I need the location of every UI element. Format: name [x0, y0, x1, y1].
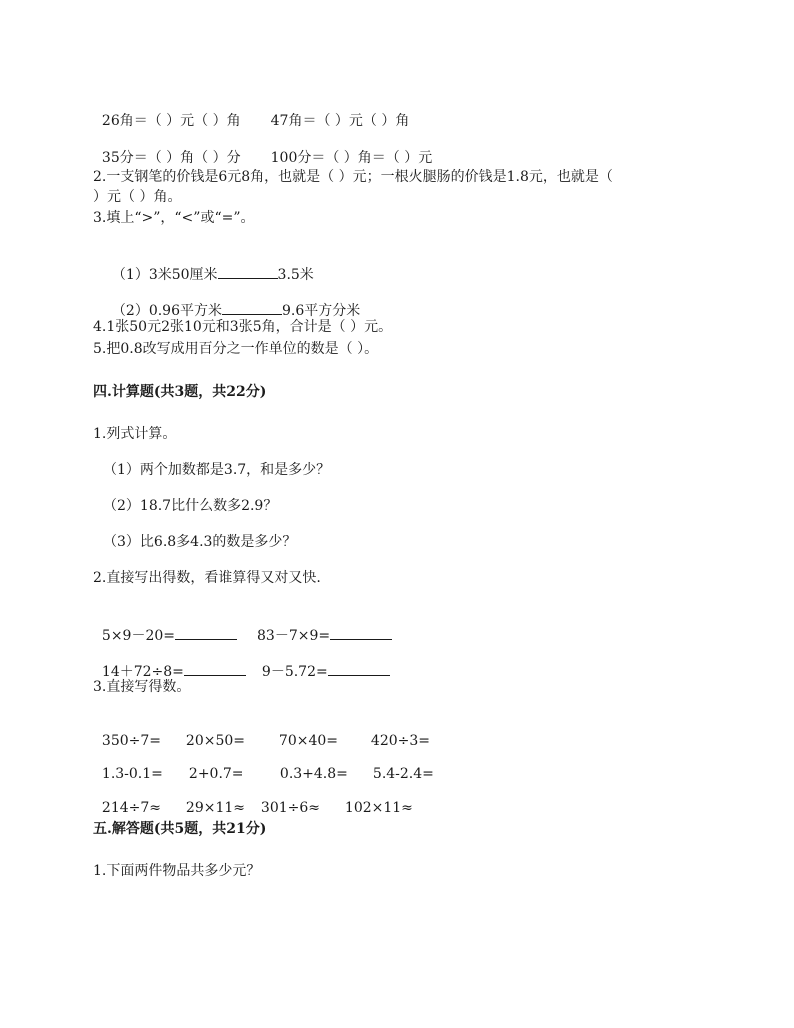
calc-item: 301÷6≈: [260, 800, 320, 816]
answer-blank[interactable]: [222, 300, 282, 315]
q1-row2-a: 35分＝（ ）角（ ）分: [101, 150, 241, 166]
answer-blank[interactable]: [184, 661, 246, 676]
q3-item2-post: 9.6平方分米: [282, 303, 361, 319]
s4-q2-row2-a: 14＋72÷8=: [101, 664, 184, 680]
s4-q3-row-1: [93, 714, 451, 750]
q2-line2: ）元（ ）角。: [93, 189, 182, 205]
s4-q3-row-2: [93, 747, 453, 783]
calc-item: 70×40=: [278, 733, 338, 749]
section4-heading: 四.计算题(共3题，共22分): [93, 384, 267, 400]
s5-q1-title: 1.下面两件物品共多少元？: [93, 863, 261, 879]
s4-q3-row-3: [93, 781, 425, 817]
q1-row1-a: 26角＝（ ）元（ ）角: [101, 113, 241, 129]
q3-item1-pre: （1）3米50厘米: [111, 267, 218, 283]
q3-item1: [103, 246, 314, 284]
calc-item: 29×11≈: [185, 800, 245, 816]
q1-row2: [93, 131, 432, 167]
calc-item: 5.4-2.4=: [372, 766, 434, 782]
calc-item: 102×11≈: [344, 800, 413, 816]
calc-item: 2+0.7=: [188, 766, 244, 782]
q3-item2: [103, 282, 360, 320]
calc-item: 214÷7≈: [101, 800, 161, 816]
answer-blank[interactable]: [218, 264, 278, 279]
s4-q1-title: 1.列式计算。: [93, 426, 177, 442]
s4-q3-title: 3.直接写得数。: [93, 679, 191, 695]
s4-q2-title: 2.直接写出得数，看谁算得又对又快.: [93, 570, 321, 586]
q3-item2-pre: （2）0.96平方米: [111, 303, 222, 319]
q2-line1: 2.一支钢笔的价钱是6元8角，也就是（ ）元；一根火腿肠的价钱是1.8元，也就是（: [93, 169, 613, 185]
section5-heading: 五.解答题(共5题，共21分): [93, 821, 267, 837]
q3-item1-post: 3.5米: [277, 267, 314, 283]
q5: 5.把0.8改写成用百分之一作单位的数是（ ）。: [93, 341, 379, 357]
calc-item: 20×50=: [185, 733, 245, 749]
answer-blank[interactable]: [330, 625, 392, 640]
s4-q1-item1: （1）两个加数都是3.7，和是多少？: [103, 462, 331, 478]
s4-q2-row2-b: 9－5.72=: [261, 664, 328, 680]
calc-item: 420÷3=: [370, 733, 430, 749]
s4-q2-row2: [93, 643, 390, 681]
answer-blank[interactable]: [175, 625, 237, 640]
q1-row2-b: 100分＝（ ）角＝（ ）元: [270, 150, 433, 166]
s4-q1-item2: （2）18.7比什么数多2.9？: [103, 498, 278, 514]
calc-item: 350÷7=: [101, 733, 161, 749]
q4: 4.1张50元2张10元和3张5角，合计是（ ）元。: [93, 319, 393, 335]
s4-q1-item3: （3）比6.8多4.3的数是多少？: [103, 534, 297, 550]
calc-item: 0.3+4.8=: [279, 766, 348, 782]
q1-row1: [93, 94, 409, 130]
answer-blank[interactable]: [328, 661, 390, 676]
q3-title: 3.填上“>”，“<”或“=”。: [93, 210, 255, 226]
s4-q2-row1-b: 83－7×9=: [257, 628, 331, 644]
s4-q2-row1: [93, 607, 392, 645]
calc-item: 1.3-0.1=: [101, 766, 163, 782]
q1-row1-b: 47角＝（ ）元（ ）角: [270, 113, 410, 129]
s4-q2-row1-a: 5×9－20=: [101, 628, 175, 644]
